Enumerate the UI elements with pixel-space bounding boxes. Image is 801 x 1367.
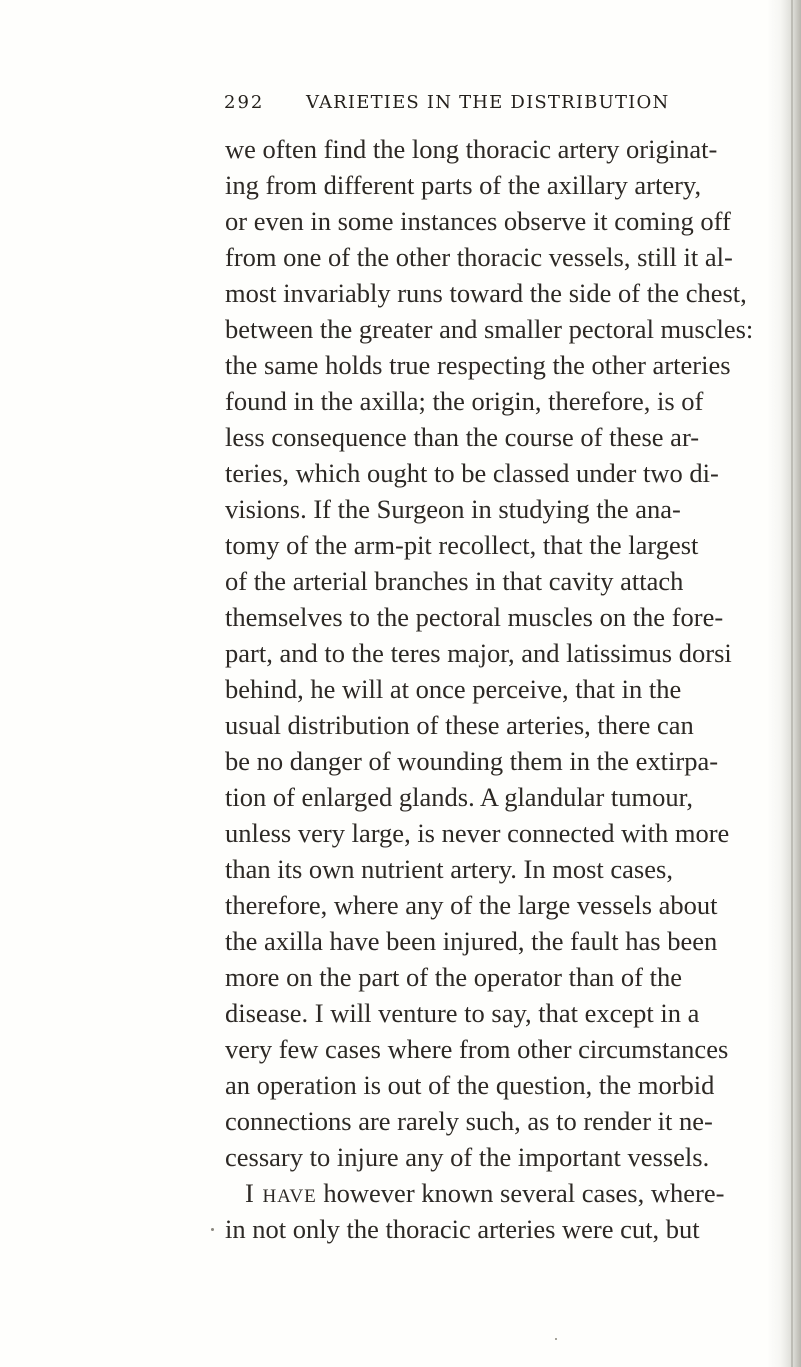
paragraph-first-line bbox=[245, 1180, 724, 1207]
text-line: of the arterial branches in that cavity attach bbox=[225, 566, 684, 596]
text-line: most invariably runs toward the side of the chest, bbox=[225, 278, 747, 308]
text-line: themselves to the pectoral muscles on the fore- bbox=[225, 602, 724, 632]
text-line: be no danger of wounding them in the extirpa- bbox=[225, 746, 719, 776]
text-line: in not only the thoracic arteries were cut, but bbox=[225, 1214, 700, 1244]
text-line: behind, he will at once perceive, that in the bbox=[225, 674, 682, 704]
ink-speck bbox=[555, 1338, 557, 1340]
text-line: tomy of the arm-pit recollect, that the largest bbox=[225, 530, 699, 560]
text-line: teries, which ought to be classed under two di- bbox=[225, 458, 719, 488]
text-line: visions. If the Surgeon in studying the ana- bbox=[225, 494, 681, 524]
text-line: therefore, where any of the large vessels about bbox=[225, 890, 718, 920]
running-head: VARIETIES IN THE DISTRIBUTION bbox=[306, 92, 670, 113]
text-line: from one of the other thoracic vessels, still it al- bbox=[225, 242, 733, 272]
text-line: less consequence than the course of these ar- bbox=[225, 422, 700, 452]
text-line: cessary to injure any of the important vessels. bbox=[225, 1142, 710, 1172]
text-line: the axilla have been injured, the fault has been bbox=[225, 926, 718, 956]
text-line: usual distribution of these arteries, there can bbox=[225, 710, 694, 740]
text-line: very few cases where from other circumstances bbox=[225, 1034, 729, 1064]
ink-speck bbox=[211, 1228, 214, 1231]
text-line: an operation is out of the question, the morbid bbox=[225, 1070, 715, 1100]
text-line: unless very large, is never connected with more bbox=[225, 818, 730, 848]
text-line: or even in some instances observe it coming off bbox=[225, 206, 731, 236]
paragraph-lead-in: I have bbox=[245, 1178, 317, 1208]
text-line: part, and to the teres major, and latissimus dorsi bbox=[225, 638, 732, 668]
text-line: we often find the long thoracic artery originat- bbox=[225, 134, 718, 164]
text-line: connections are rarely such, as to render it ne- bbox=[225, 1106, 713, 1136]
page-header bbox=[224, 92, 749, 126]
text-line: found in the axilla; the origin, therefore, is of bbox=[225, 386, 704, 416]
page-number: 292 bbox=[224, 92, 265, 113]
page-edge-shadow bbox=[767, 0, 801, 1367]
text-line: between the greater and smaller pectoral muscles: bbox=[225, 314, 754, 344]
text-line: more on the part of the operator than of the bbox=[225, 962, 682, 992]
text-line: than its own nutrient artery. In most cases, bbox=[225, 854, 673, 884]
text-line: the same holds true respecting the other arteries bbox=[225, 350, 731, 380]
page-fold-line bbox=[791, 0, 793, 1367]
text-line: tion of enlarged glands. A glandular tumour, bbox=[225, 782, 694, 812]
paragraph-first-line-rest: however known several cases, where- bbox=[316, 1178, 725, 1208]
text-line: disease. I will venture to say, that except in a bbox=[225, 998, 700, 1028]
text-line: ing from different parts of the axillary artery, bbox=[225, 170, 702, 200]
